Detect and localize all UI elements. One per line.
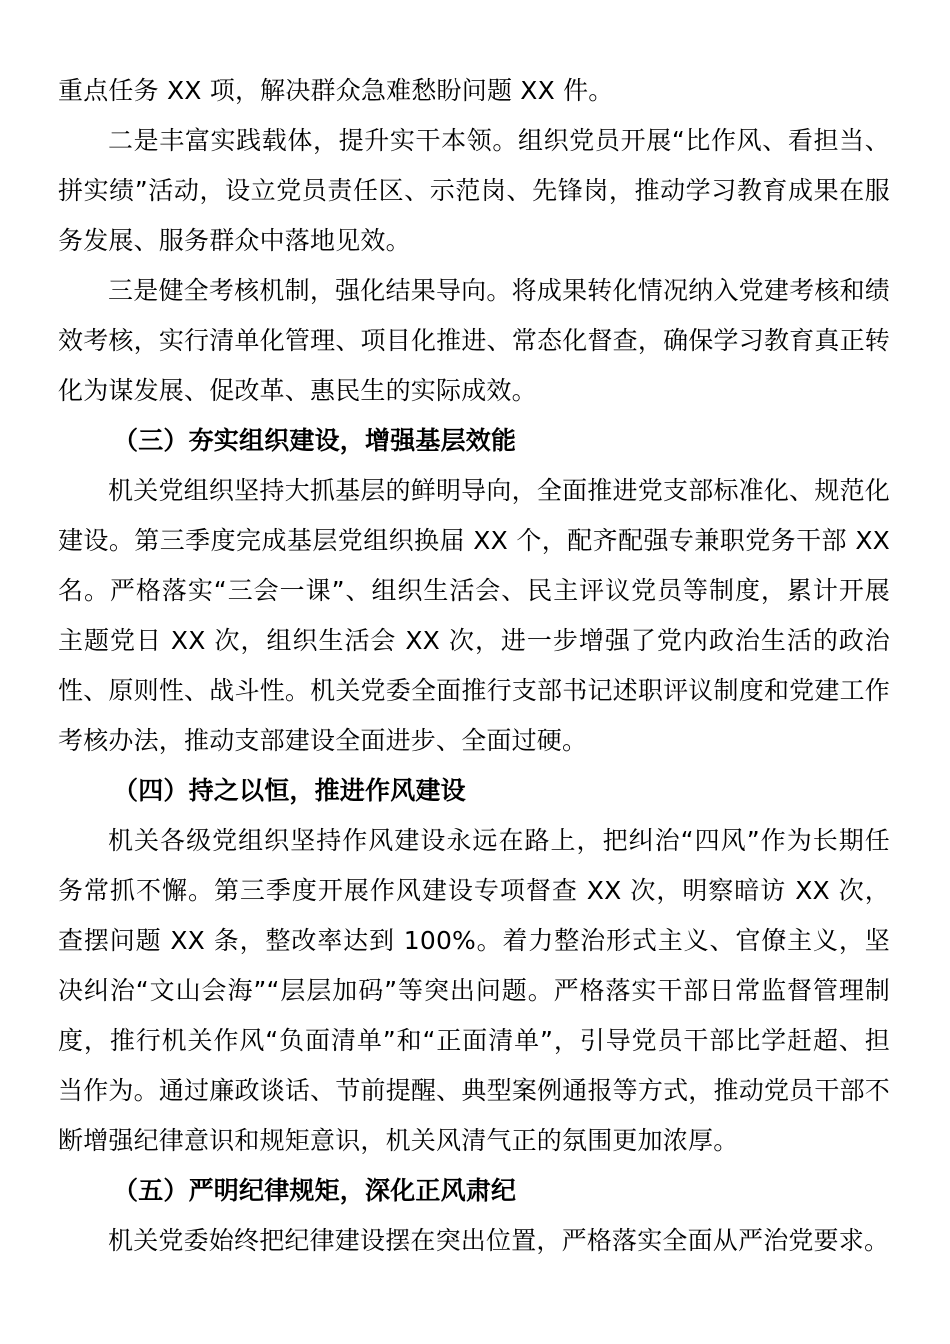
document-body [58, 66, 890, 1266]
section-heading-4: （四）持之以恒，推进作风建设 [113, 776, 466, 805]
paragraph-continuation: 重点任务 XX 项，解决群众急难愁盼问题 XX 件。 [58, 76, 614, 105]
paragraph-organization-building: 机关党组织坚持大抓基层的鲜明导向，全面推进党支部标准化、规范化建设。第三季度完成基层党组织换届 XX 个，配齐配强专兼职党务干部 XX 名。严格落实“三会一课”、组织生活会、民主评议党员等制度，累计开展主题党日 XX 次，组织生活会 XX 次，进一步增强了党内政治生活的政治性、原则性、战斗性。机关党委全面推行支部书记述职评议制度和党建工作考核办法，推动支部建设全面进步、全面过硬。 [58, 476, 890, 755]
paragraph-assessment-mechanism: 三是健全考核机制，强化结果导向。将成果转化情况纳入党建考核和绩效考核，实行清单化管理、项目化推进、常态化督查，确保学习教育真正转化为谋发展、促改革、惠民生的实际成效。 [58, 276, 890, 405]
section-heading-3: （三）夯实组织建设，增强基层效能 [113, 426, 517, 455]
paragraph-work-style: 机关各级党组织坚持作风建设永远在路上，把纠治“四风”作为长期任务常抓不懈。第三季度开展作风建设专项督查 XX 次，明察暗访 XX 次，查摆问题 XX 条，整改率达到 100%。着力整治形式主义、官僚主义，坚决纠治“文山会海”“层层加码”等突出问题。严格落实干部日常监督管理制度，推行机关作风“负面清单”和“正面清单”，引导党员干部比学赶超、担当作为。通过廉政谈话、节前提醒、典型案例通报等方式，推动党员干部不断增强纪律意识和规矩意识，机关风清气正的氛围更加浓厚。 [58, 826, 890, 1155]
section-heading-5: （五）严明纪律规矩，深化正风肃纪 [113, 1176, 517, 1205]
paragraph-discipline: 机关党委始终把纪律建设摆在突出位置，严格落实全面从严治党要求。 [108, 1226, 890, 1255]
paragraph-practice-carrier: 二是丰富实践载体，提升实干本领。组织党员开展“比作风、看担当、拼实绩”活动，设立党员责任区、示范岗、先锋岗，推动学习教育成果在服务发展、服务群众中落地见效。 [58, 126, 890, 255]
